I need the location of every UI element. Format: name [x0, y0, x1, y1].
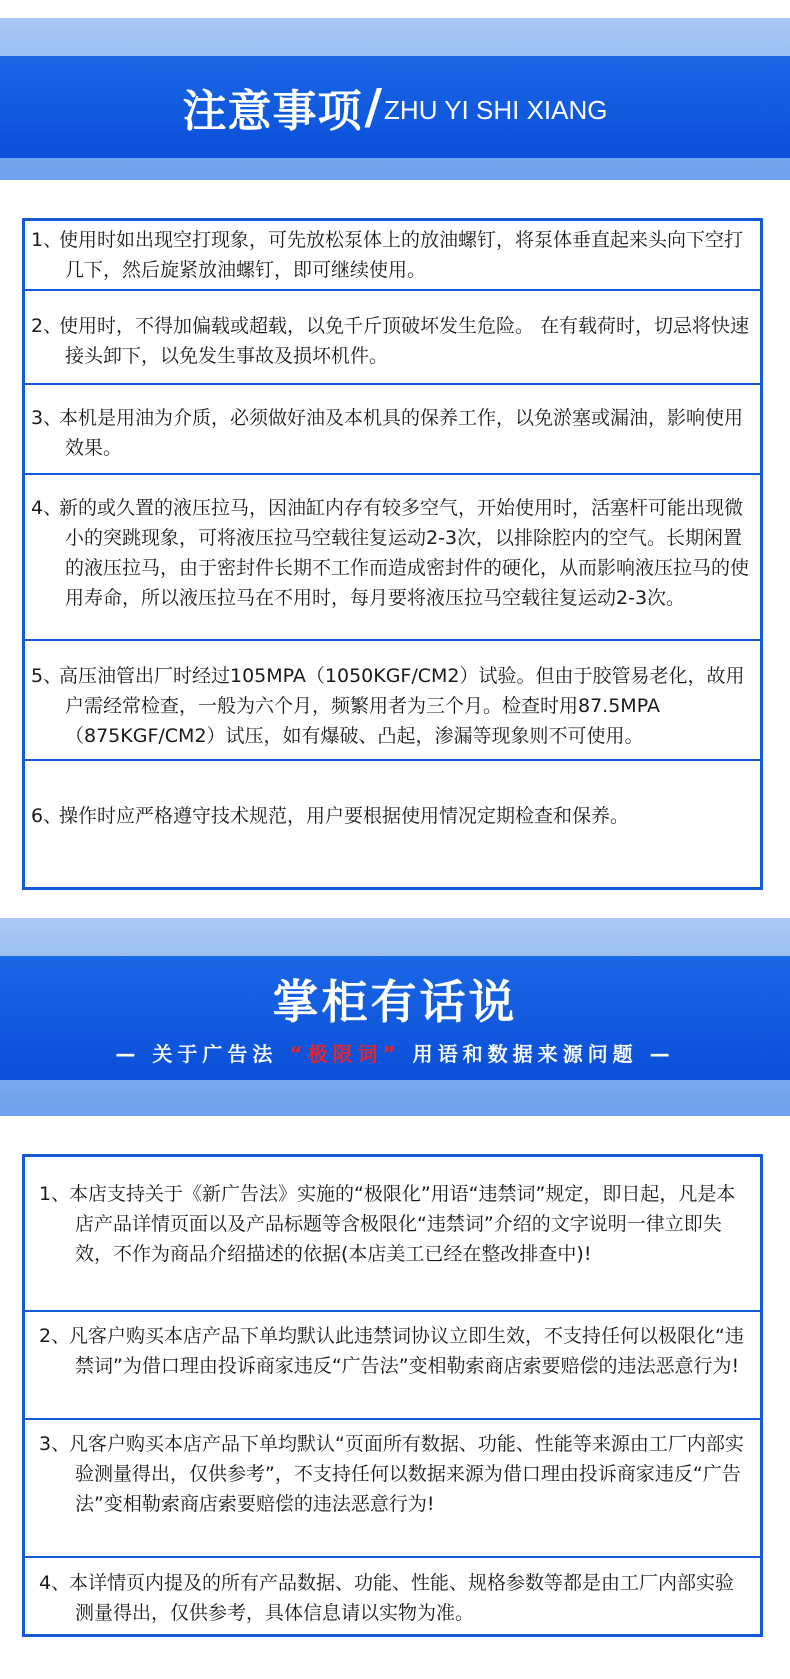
shopkeeper-divider: [25, 1556, 760, 1558]
notice-item-text: 使用时，不得加偏载或超载，以免千斤顶破坏发生危险。 在有载荷时，切忌将快速接头卸下，以免发生事故及损坏机件。: [59, 315, 750, 367]
notice-banner: [0, 18, 790, 180]
shopkeeper-item-text: 本店支持关于《新广告法》实施的“极限化”用语“违禁词”规定，即日起，凡是本店产品详情页面以及产品标题等含极限化“违禁词”介绍的文字说明一律立即失效，不作为商品介绍描述的依据(本店美工已经在整改排查中)!: [69, 1183, 736, 1265]
notice-title-cn: 注意事项: [182, 86, 363, 137]
shopkeeper-item-text: 凡客户购买本店产品下单均默认此违禁词协议立即生效，不支持任何以极限化“违禁词”为借口理由投诉商家违反“广告法”变相勒索商店索要赔偿的违法恶意行为!: [69, 1325, 744, 1377]
shopkeeper-list: [22, 1154, 763, 1637]
notice-item-number: 3、: [31, 407, 63, 429]
notice-item-number: 1、: [31, 229, 63, 251]
notice-list: [22, 218, 763, 890]
notice-divider: [25, 473, 760, 475]
shopkeeper-divider: [25, 1418, 760, 1420]
notice-item-text: 新的或久置的液压拉马，因油缸内存有较多空气，开始使用时，活塞杆可能出现微小的突跳现象，可将液压拉马空载往复运动2-3次，以排除腔内的空气。长期闲置的液压拉马，由于密封件长期不工作而造成密封件的硬化，从而影响液压拉马的使用寿命，所以液压拉马在不用时，每月要将液压拉马空载往复运动2-3次。: [59, 497, 750, 609]
subtitle-suffix: 用语和数据来源问题 —: [412, 1042, 675, 1066]
shopkeeper-banner-band: [0, 956, 790, 1080]
shopkeeper-item-number: 3、: [39, 1433, 71, 1455]
notice-item-number: 5、: [31, 665, 63, 687]
subtitle-highlight: “极限词”: [289, 1042, 401, 1066]
shopkeeper-subtitle: [0, 1038, 790, 1067]
notice-divider: [25, 759, 760, 761]
notice-title: [0, 56, 790, 158]
notice-item-number: 2、: [31, 315, 63, 337]
shopkeeper-title: 掌柜有话说: [272, 975, 518, 1029]
notice-title-en: ZHU YI SHI XIANG: [384, 94, 608, 125]
shopkeeper-divider: [25, 1310, 760, 1312]
shopkeeper-banner: [0, 918, 790, 1116]
notice-title-separator: /: [364, 79, 383, 135]
shopkeeper-item-text: 凡客户购买本店产品下单均默认“页面所有数据、功能、性能等来源由工厂内部实验测量得出，仅供参考”，不支持任何以数据来源为借口理由投诉商家违反“广告法”变相勒索商店索要赔偿的违法恶意行为!: [69, 1433, 744, 1515]
notice-item-text: 使用时如出现空打现象，可先放松泵体上的放油螺钉，将泵体垂直起来头向下空打几下，然后旋紧放油螺钉，即可继续使用。: [59, 229, 744, 281]
subtitle-prefix: — 关于广告法: [115, 1042, 278, 1066]
notice-item-text: 高压油管出厂时经过105MPA（1050KGF/CM2）试验。但由于胶管易老化，故用户需经常检查，一般为六个月，频繁用者为三个月。检查时用87.5MPA（875KGF/CM2）试压，如有爆破、凸起，渗漏等现象则不可使用。: [59, 665, 745, 747]
notice-divider: [25, 639, 760, 641]
notice-banner-band: [0, 56, 790, 158]
notice-item-text: 操作时应严格遵守技术规范，用户要根据使用情况定期检查和保养。: [59, 805, 630, 827]
notice-divider: [25, 383, 760, 385]
notice-divider: [25, 289, 760, 291]
notice-item-number: 4、: [31, 497, 63, 519]
shopkeeper-item-number: 2、: [39, 1325, 71, 1347]
shopkeeper-item-number: 4、: [39, 1572, 71, 1594]
shopkeeper-item-number: 1、: [39, 1183, 71, 1205]
notice-item-text: 本机是用油为介质，必须做好油及本机具的保养工作，以免淤塞或漏油，影响使用效果。: [59, 407, 744, 459]
notice-item-number: 6、: [31, 805, 63, 827]
shopkeeper-item-text: 本详情页内提及的所有产品数据、功能、性能、规格参数等都是由工厂内部实验测量得出，仅供参考，具体信息请以实物为准。: [69, 1572, 735, 1624]
